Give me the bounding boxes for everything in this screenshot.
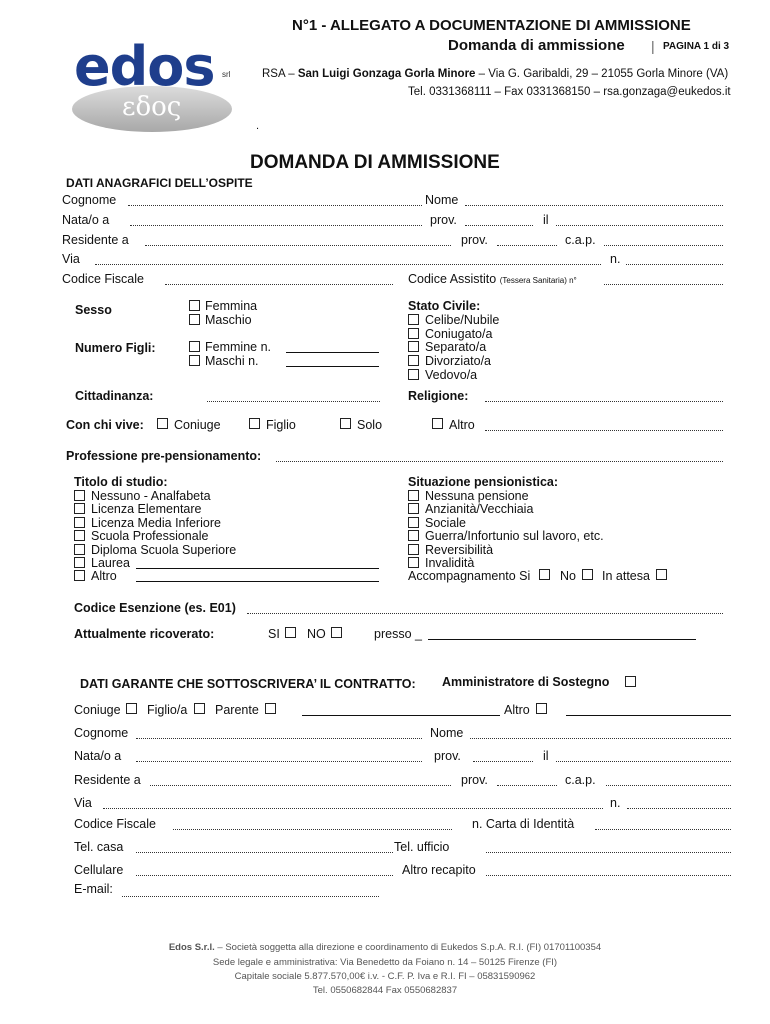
label-accomp-no: No <box>560 569 576 583</box>
checkbox-maschio[interactable] <box>189 314 200 325</box>
checkbox-vive-figlio[interactable] <box>249 418 260 429</box>
checkbox-studio-6[interactable] <box>74 570 85 581</box>
label-vive-solo: Solo <box>357 418 383 432</box>
field-garante-il[interactable] <box>556 761 731 762</box>
field-maschi[interactable] <box>286 366 379 367</box>
footer-company: Edos S.r.l. <box>168 942 215 953</box>
field-garante-residente[interactable] <box>150 785 451 786</box>
checkbox-garante-parente[interactable] <box>265 703 276 714</box>
label-separato: Separato/a <box>425 340 487 354</box>
label-con-chi-vive: Con chi vive: <box>66 418 144 432</box>
label-garante-n: n. <box>610 796 621 810</box>
label-studio-0: Nessuno - Analfabeta <box>91 489 211 503</box>
label-amministratore: Amministratore di Sostegno <box>442 675 610 689</box>
label-studio-1: Licenza Elementare <box>91 502 202 516</box>
label-celibe: Celibe/Nubile <box>425 313 500 327</box>
checkbox-studio-1[interactable] <box>74 503 85 514</box>
label-titolo-studio: Titolo di studio: <box>74 475 168 489</box>
label-ricoverato-no: NO <box>307 627 326 641</box>
label-maschi: Maschi n. <box>205 354 259 368</box>
label-garante-il: il <box>543 749 549 763</box>
footer-line1-text: – Società soggetta alla direzione e coordinamento di Eukedos S.p.A. R.I. (FI) 01701100354 <box>214 942 602 953</box>
field-garante-cap[interactable] <box>606 785 731 786</box>
footer-line-4: Tel. 0550682844 Fax 0550682837 <box>312 985 458 996</box>
checkbox-femmina[interactable] <box>189 300 200 311</box>
label-cognome: Cognome <box>62 193 117 207</box>
field-n[interactable] <box>626 264 723 265</box>
label-garante-prov-res: prov. <box>461 773 488 787</box>
label-coniugato: Coniugato/a <box>425 327 493 341</box>
field-email[interactable] <box>122 896 379 897</box>
field-carta-identita[interactable] <box>595 829 731 830</box>
label-vive-coniuge: Coniuge <box>174 418 221 432</box>
label-studio-3: Scuola Professionale <box>91 529 209 543</box>
checkbox-pensione-5[interactable] <box>408 557 419 568</box>
checkbox-in-attesa[interactable] <box>656 569 667 580</box>
label-pensione-5: Invalidità <box>425 556 475 570</box>
field-garante-n[interactable] <box>627 808 731 809</box>
label-pensione-3: Guerra/Infortunio sul lavoro, etc. <box>425 529 604 543</box>
checkbox-ricoverato-si[interactable] <box>285 627 296 638</box>
field-garante-cf[interactable] <box>173 829 452 830</box>
label-residente: Residente a <box>62 233 129 247</box>
label-garante-cap: c.a.p. <box>565 773 596 787</box>
checkbox-pensione-4[interactable] <box>408 544 419 555</box>
rsa-line <box>262 69 728 81</box>
checkbox-femmine[interactable] <box>189 341 200 352</box>
label-vive-figlio: Figlio <box>266 418 296 432</box>
checkbox-garante-figlio[interactable] <box>194 703 205 714</box>
field-femmine[interactable] <box>286 352 379 353</box>
field-garante-parente[interactable] <box>302 715 500 716</box>
label-garante-nome: Nome <box>430 726 464 740</box>
label-cap: c.a.p. <box>565 233 596 247</box>
label-codice-assistito <box>408 273 577 286</box>
label-divorziato: Divorziato/a <box>425 354 491 368</box>
label-ricoverato: Attualmente ricoverato: <box>74 627 215 641</box>
label-studio-5: Laurea <box>91 556 130 570</box>
label-stato-civile: Stato Civile: <box>408 299 481 313</box>
section-garante: DATI GARANTE CHE SOTTOSCRIVERA’ IL CONTRATTO: <box>80 677 416 691</box>
label-garante-parente: Parente <box>215 703 259 717</box>
field-nata[interactable] <box>130 225 422 226</box>
label-professione: Professione pre-pensionamento: <box>66 449 262 463</box>
field-residente[interactable] <box>145 245 451 246</box>
label-esenzione: Codice Esenzione (es. E01) <box>74 601 236 615</box>
label-garante-cognome: Cognome <box>74 726 129 740</box>
checkbox-divorziato[interactable] <box>408 355 419 366</box>
label-pensione-1: Anzianità/Vecchiaia <box>425 502 534 516</box>
label-nome: Nome <box>425 193 459 207</box>
label-il: il <box>543 213 549 227</box>
field-professione[interactable] <box>276 461 723 462</box>
label-carta-identita: n. Carta di Identità <box>472 817 575 831</box>
contacts-line: Tel. 0331368111 – Fax 0331368150 – rsa.gonzaga@eukedos.it <box>408 86 731 98</box>
field-altro-recapito[interactable] <box>486 875 731 876</box>
label-email: E-mail: <box>74 882 113 896</box>
label-numero-figli: Numero Figli: <box>75 341 156 355</box>
label-ricoverato-si: SI <box>268 627 280 641</box>
label-studio-6: Altro <box>91 569 117 583</box>
footer-line-3: Capitale sociale 5.877.570,00€ i.v. - C.F. P. Iva e R.I. FI – 05831590962 <box>234 971 536 982</box>
field-religione[interactable] <box>485 401 723 402</box>
logo-srl: srl <box>222 70 231 79</box>
tessera-sanitaria-text: (Tessera Sanitaria) n° <box>499 276 577 285</box>
section-ospite: DATI ANAGRAFICI DELL’OSPITE <box>66 176 253 190</box>
field-tel-casa[interactable] <box>136 852 393 853</box>
label-n: n. <box>610 252 621 266</box>
field-studio-altro[interactable] <box>136 581 379 582</box>
label-pensione-2: Sociale <box>425 516 466 530</box>
label-pensione-4: Reversibilità <box>425 543 494 557</box>
label-maschio: Maschio <box>205 313 252 327</box>
label-garante-coniuge: Coniuge <box>74 703 121 717</box>
checkbox-pensione-1[interactable] <box>408 503 419 514</box>
field-garante-prov[interactable] <box>473 761 533 762</box>
field-codice-assistito[interactable] <box>604 284 723 285</box>
edos-logo <box>72 35 237 135</box>
field-cittadinanza[interactable] <box>207 401 380 402</box>
checkbox-studio-5[interactable] <box>74 557 85 568</box>
label-garante-via: Via <box>74 796 92 810</box>
field-garante-prov-res[interactable] <box>497 785 557 786</box>
checkbox-studio-2[interactable] <box>74 517 85 528</box>
page-title: DOMANDA DI AMMISSIONE <box>250 152 500 173</box>
field-via[interactable] <box>95 264 601 265</box>
label-religione: Religione: <box>408 389 469 403</box>
label-cellulare: Cellulare <box>74 863 124 877</box>
label-pensione-0: Nessuna pensione <box>425 489 529 503</box>
label-garante-altro: Altro <box>504 703 530 717</box>
label-garante-figlio: Figlio/a <box>147 703 188 717</box>
domanda-subtitle: Domanda di ammissione <box>448 37 625 54</box>
checkbox-pensione-3[interactable] <box>408 530 419 541</box>
checkbox-amministratore[interactable] <box>625 676 636 687</box>
field-prov[interactable] <box>465 225 533 226</box>
checkbox-vedovo[interactable] <box>408 369 419 380</box>
label-altro-recapito: Altro recapito <box>402 863 476 877</box>
codice-assistito-text: Codice Assistito <box>408 272 497 286</box>
field-il[interactable] <box>556 225 723 226</box>
checkbox-studio-4[interactable] <box>74 544 85 555</box>
checkbox-separato[interactable] <box>408 341 419 352</box>
label-tel-ufficio: Tel. ufficio <box>394 840 450 854</box>
checkbox-accomp-si[interactable] <box>539 569 550 580</box>
field-tel-ufficio[interactable] <box>486 852 731 853</box>
label-sesso: Sesso <box>75 303 112 317</box>
field-presso[interactable] <box>428 639 696 640</box>
field-laurea[interactable] <box>136 568 379 569</box>
page-indicator: PAGINA 1 di 3 <box>663 41 730 52</box>
field-garante-nata[interactable] <box>136 761 422 762</box>
label-prov-res: prov. <box>461 233 488 247</box>
label-garante-residente: Residente a <box>74 773 141 787</box>
field-garante-altro[interactable] <box>566 715 731 716</box>
label-femmina: Femmina <box>205 299 258 313</box>
label-studio-2: Licenza Media Inferiore <box>91 516 221 530</box>
label-studio-4: Diploma Scuola Superiore <box>91 543 237 557</box>
label-cf: Codice Fiscale <box>62 272 144 286</box>
label-via: Via <box>62 252 80 266</box>
label-prov: prov. <box>430 213 457 227</box>
field-cellulare[interactable] <box>136 875 393 876</box>
label-garante-prov: prov. <box>434 749 461 763</box>
label-pensione: Situazione pensionistica: <box>408 475 559 489</box>
field-garante-via[interactable] <box>103 808 603 809</box>
checkbox-garante-coniuge[interactable] <box>126 703 137 714</box>
footer-line-1 <box>0 941 770 955</box>
checkbox-studio-0[interactable] <box>74 490 85 501</box>
checkbox-maschi[interactable] <box>189 355 200 366</box>
label-presso: presso _ <box>374 627 422 641</box>
checkbox-pensione-0[interactable] <box>408 490 419 501</box>
footer-line-2: Sede legale e amministrativa: Via Benedetto da Foiano n. 14 – 50125 Firenze (FI) <box>212 957 558 968</box>
label-garante-cf: Codice Fiscale <box>74 817 156 831</box>
checkbox-vive-coniuge[interactable] <box>157 418 168 429</box>
checkbox-vive-solo[interactable] <box>340 418 351 429</box>
label-vedovo: Vedovo/a <box>425 368 478 382</box>
checkbox-coniugato[interactable] <box>408 328 419 339</box>
logo-text: edos <box>74 35 215 98</box>
field-cf[interactable] <box>165 284 393 285</box>
separator: | <box>651 38 655 54</box>
label-in-attesa: In attesa <box>602 569 650 583</box>
field-esenzione[interactable] <box>247 613 723 614</box>
field-garante-cognome[interactable] <box>136 738 422 739</box>
label-cittadinanza: Cittadinanza: <box>75 389 154 403</box>
checkbox-celibe[interactable] <box>408 314 419 325</box>
field-vive-altro[interactable] <box>485 430 723 431</box>
checkbox-garante-altro[interactable] <box>536 703 547 714</box>
rsa-prefix: RSA – <box>262 68 295 80</box>
field-nome[interactable] <box>465 205 723 206</box>
checkbox-vive-altro[interactable] <box>432 418 443 429</box>
rsa-name: San Luigi Gonzaga Gorla Minore <box>297 68 476 80</box>
field-cap[interactable] <box>604 245 723 246</box>
allegato-title: N°1 - ALLEGATO A DOCUMENTAZIONE DI AMMISSIONE <box>292 17 691 34</box>
label-nata: Nata/o a <box>62 213 110 227</box>
logo-greek: εδος <box>122 92 182 122</box>
rsa-address: – Via G. Garibaldi, 29 – 21055 Gorla Minore (VA) <box>478 68 729 80</box>
field-cognome[interactable] <box>128 205 422 206</box>
checkbox-studio-3[interactable] <box>74 530 85 541</box>
field-garante-nome[interactable] <box>470 738 731 739</box>
label-garante-nata: Nata/o a <box>74 749 122 763</box>
checkbox-accomp-no[interactable] <box>582 569 593 580</box>
label-femmine: Femmine n. <box>205 340 271 354</box>
label-vive-altro: Altro <box>449 418 475 432</box>
field-prov-res[interactable] <box>497 245 557 246</box>
checkbox-ricoverato-no[interactable] <box>331 627 342 638</box>
checkbox-pensione-2[interactable] <box>408 517 419 528</box>
dot: . <box>256 120 260 132</box>
label-tel-casa: Tel. casa <box>74 840 124 854</box>
label-accompagnamento: Accompagnamento Si <box>408 569 531 583</box>
